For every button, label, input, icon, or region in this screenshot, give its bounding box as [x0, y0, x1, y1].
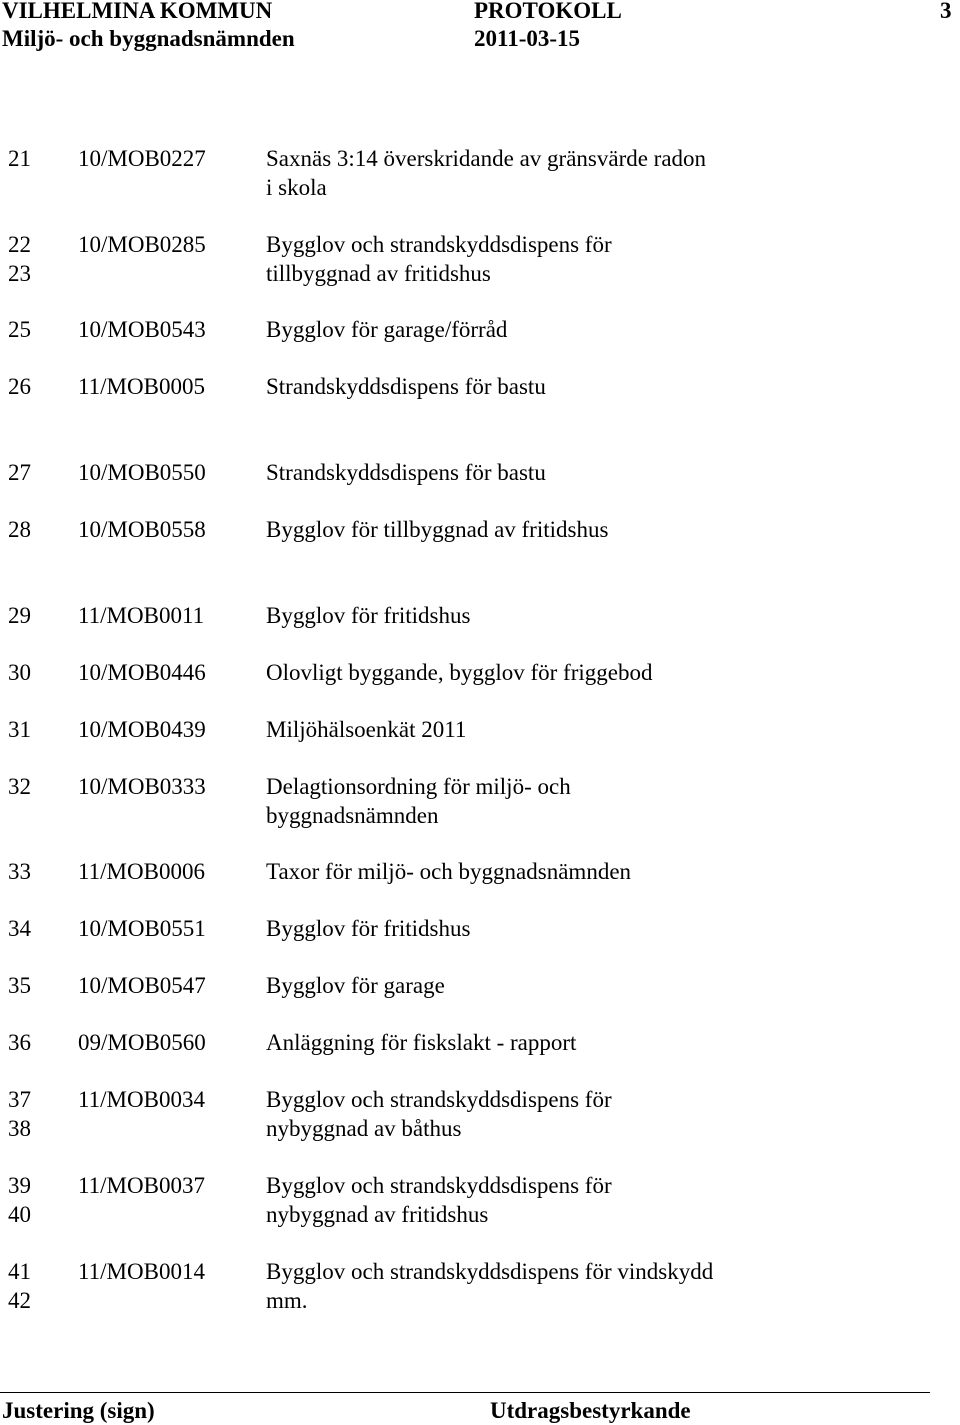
description-line: Bygglov för fritidshus [266, 916, 471, 941]
footer-rule [0, 1392, 930, 1393]
paragraph-number: 25 [8, 317, 31, 342]
description-line: Bygglov och strandskyddsdispens för vindskydd [266, 1259, 714, 1284]
paragraph-numbers [8, 231, 68, 288]
case-number: 11/MOB0014 [78, 1259, 205, 1284]
description-line: Strandskyddsdispens för bastu [266, 460, 546, 485]
description-line: Bygglov för fritidshus [266, 603, 471, 628]
case-description [266, 516, 786, 545]
paragraph-number: 40 [8, 1201, 31, 1227]
description-line: nybyggnad av båthus [266, 1115, 462, 1141]
paragraph-numbers [8, 915, 68, 944]
case-description [266, 773, 786, 830]
description-line: tillbyggnad av fritidshus [266, 260, 491, 286]
case-description [266, 459, 786, 488]
paragraph-number: 22 [8, 232, 31, 257]
description-line: mm. [266, 1287, 308, 1313]
case-number: 11/MOB0011 [78, 603, 205, 628]
paragraph-number: 33 [8, 859, 31, 884]
paragraph-numbers [8, 716, 68, 745]
case-description [266, 145, 786, 202]
paragraph-numbers [8, 773, 68, 802]
case-number: 09/MOB0560 [78, 1030, 206, 1055]
paragraph-numbers [8, 1258, 68, 1315]
paragraph-number: 29 [8, 603, 31, 628]
paragraph-numbers [8, 316, 68, 345]
case-description [266, 1172, 786, 1229]
paragraph-numbers [8, 1086, 68, 1143]
case-number: 10/MOB0551 [78, 916, 206, 941]
description-line: Delagtionsordning för miljö- och [266, 774, 571, 799]
case-number: 11/MOB0037 [78, 1173, 205, 1198]
paragraph-numbers [8, 858, 68, 887]
case-description [266, 231, 786, 288]
signature-label: Justering (sign) [2, 1398, 155, 1423]
description-line: Miljöhälsoenkät 2011 [266, 717, 467, 742]
case-number: 10/MOB0543 [78, 317, 206, 342]
paragraph-number: 26 [8, 374, 31, 399]
description-line: Taxor för miljö- och byggnadsnämnden [266, 859, 632, 884]
case-description [266, 316, 786, 345]
paragraph-number: 36 [8, 1030, 31, 1055]
description-line: nybyggnad av fritidshus [266, 1201, 489, 1227]
case-number: 10/MOB0333 [78, 774, 206, 799]
paragraph-number: 27 [8, 460, 31, 485]
case-number: 10/MOB0547 [78, 973, 206, 998]
case-description [266, 373, 786, 402]
paragraph-number: 42 [8, 1287, 31, 1313]
case-number: 11/MOB0034 [78, 1087, 205, 1112]
description-line: Bygglov för garage [266, 973, 445, 998]
description-line: Bygglov och strandskyddsdispens för [266, 1173, 612, 1198]
case-number: 10/MOB0285 [78, 232, 206, 257]
description-line: Anläggning för fiskslakt - rapport [266, 1030, 577, 1055]
case-number: 11/MOB0005 [78, 374, 205, 399]
description-line: Bygglov och strandskyddsdispens för [266, 1087, 612, 1112]
case-number: 10/MOB0227 [78, 146, 206, 171]
paragraph-numbers [8, 145, 68, 174]
case-description [266, 1086, 786, 1143]
paragraph-number: 38 [8, 1115, 31, 1141]
paragraph-numbers [8, 459, 68, 488]
paragraph-number: 41 [8, 1259, 31, 1284]
meeting-date: 2011-03-15 [474, 26, 581, 51]
paragraph-number: 34 [8, 916, 31, 941]
paragraph-number: 32 [8, 774, 31, 799]
organization-name: VILHELMINA KOMMUN [2, 0, 273, 23]
case-number: 10/MOB0446 [78, 660, 206, 685]
case-description [266, 602, 786, 631]
paragraph-number: 23 [8, 260, 31, 286]
paragraph-number: 28 [8, 517, 31, 542]
paragraph-numbers [8, 972, 68, 1001]
description-line: Strandskyddsdispens för bastu [266, 374, 546, 399]
case-number: 10/MOB0439 [78, 717, 206, 742]
case-description [266, 1029, 786, 1058]
case-description [266, 858, 786, 887]
paragraph-numbers [8, 602, 68, 631]
case-description [266, 659, 786, 688]
paragraph-numbers [8, 373, 68, 402]
paragraph-number: 30 [8, 660, 31, 685]
case-description [266, 972, 786, 1001]
description-line: Bygglov och strandskyddsdispens för [266, 232, 612, 257]
case-number: 11/MOB0006 [78, 859, 205, 884]
description-line: Saxnäs 3:14 överskridande av gränsvärde radon [266, 146, 707, 171]
paragraph-numbers [8, 659, 68, 688]
department-name: Miljö- och byggnadsnämnden [2, 26, 295, 51]
paragraph-numbers [8, 516, 68, 545]
case-number: 10/MOB0558 [78, 517, 206, 542]
page-number: 3 [940, 0, 952, 23]
paragraph-numbers [8, 1172, 68, 1229]
case-description [266, 915, 786, 944]
paragraph-number: 37 [8, 1087, 31, 1112]
paragraph-number: 39 [8, 1173, 31, 1198]
description-line: byggnadsnämnden [266, 802, 439, 828]
document-type: PROTOKOLL [474, 0, 622, 23]
description-line: Bygglov för garage/förråd [266, 317, 508, 342]
description-line: Olovligt byggande, bygglov för friggebod [266, 660, 653, 685]
paragraph-numbers [8, 1029, 68, 1058]
case-description [266, 1258, 786, 1315]
description-line: Bygglov för tillbyggnad av fritidshus [266, 517, 609, 542]
certification-label: Utdragsbestyrkande [490, 1398, 691, 1423]
description-line: i skola [266, 174, 327, 200]
case-number: 10/MOB0550 [78, 460, 206, 485]
case-description [266, 716, 786, 745]
paragraph-number: 31 [8, 717, 31, 742]
paragraph-number: 35 [8, 973, 31, 998]
paragraph-number: 21 [8, 146, 31, 171]
